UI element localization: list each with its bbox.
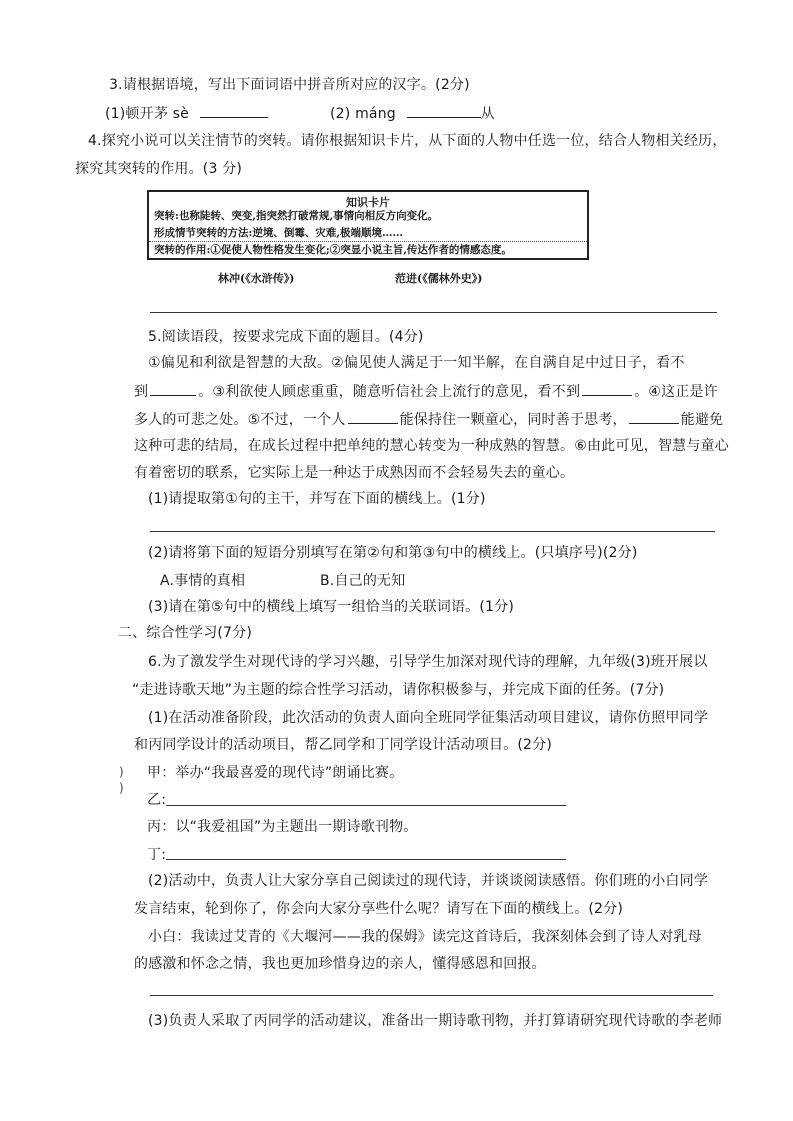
q3-item2-answer-blank[interactable] — [407, 103, 481, 118]
q3-item2-tail: 从 — [480, 106, 495, 122]
q6-xiaobai-line1: 小白：我读过艾青的《大堰河——我的保姆》读完这首诗后，我深刻体会到了诗人对乳母 — [148, 929, 702, 945]
q6-student-ding — [147, 845, 166, 865]
margin-mark: ) — [119, 765, 124, 779]
q6-student-jia: 甲：举办“我最喜爱的现代诗”朗诵比赛。 — [147, 765, 404, 781]
q5-passage-line1: ①偏见和利欲是智慧的大敌。②偏见使人满足于一知半解，在自满自足中过日子，看不 — [148, 355, 685, 371]
q3-item1-answer-blank[interactable] — [200, 103, 268, 118]
section2-heading: 二、综合性学习(7分) — [118, 625, 253, 641]
q6-sub1-line2: 和丙同学设计的活动项目，帮乙同学和丁同学设计活动项目。(2分) — [134, 737, 553, 753]
knowledge-card-title: 知识卡片 — [346, 196, 390, 209]
q5-passage-line3c: 能避免 — [680, 412, 724, 428]
q5-passage-line2b: 。③利欲使人顾虑重重，随意听信社会上流行的意见，看不到 — [198, 384, 581, 400]
q6-sub2-line2: 发言结束，轮到你了，你会向大家分享些什么呢？请写在下面的横线上。(2分) — [134, 901, 624, 917]
q3-item2 — [330, 103, 495, 124]
q5-option-b: B.自己的无知 — [320, 573, 406, 589]
knowledge-card-row3: 突转的作用:①促使人物性格发生变化;②突显小说主旨,传达作者的情感态度。 — [154, 244, 512, 256]
q4-stem-line1: 4.探究小说可以关注情节的突转。请你根据知识卡片，从下面的人物中任选一位，结合人物相关经历， — [88, 133, 727, 149]
knowledge-card-row1: 突转:也称陡转、突变,指突然打破常规,事情向相反方向变化。 — [154, 210, 439, 222]
character-option-lin-chong: 林冲(《水浒传》) — [218, 272, 295, 285]
q5-passage-line2c: 。④这正是许 — [634, 384, 718, 400]
q5-passage-line3b: 能保持住一颗童心，同时善于思考， — [399, 412, 627, 428]
q6-stem-line2: “走进诗歌天地”为主题的综合性学习活动，请你积极参与，并完成下面的任务。(7分) — [132, 682, 665, 698]
q6-xiaobai-line2: 的感激和怀念之情，我也更加珍惜身边的亲人，懂得感恩和回报。 — [134, 956, 546, 972]
q3-item2-label: (2) máng — [330, 106, 396, 122]
q5-sub3: (3)请在第⑤句中的横线上填写一组恰当的关联词语。(1分) — [148, 599, 515, 615]
q3-item1-label: (1)顿开茅 sè — [105, 106, 189, 122]
q6-sub2-answer-line[interactable] — [150, 995, 713, 996]
q5-passage-line3a: 多人的可悲之处。⑤不过，一个人 — [134, 412, 346, 428]
q6-stem-line1: 6.为了激发学生对现代诗的学习兴趣，引导学生加深对现代诗的理解，九年级(3)班开展以 — [148, 654, 708, 670]
q6-yi-answer-line[interactable] — [166, 805, 566, 806]
knowledge-card-divider — [149, 241, 587, 242]
q5-passage-line2a: 到 — [134, 384, 149, 400]
q5-blank-connective2[interactable] — [629, 409, 679, 424]
q6-ding-answer-line[interactable] — [166, 859, 566, 860]
q6-student-bing: 丙：以“我爱祖国”为主题出一期诗歌刊物。 — [147, 819, 418, 835]
q4-answer-line[interactable] — [150, 312, 717, 313]
q6-sub1-line1: (1)在活动准备阶段，此次活动的负责人面向全班同学征集活动项目建议，请你仿照甲同学 — [148, 710, 709, 726]
q3-stem: 3.请根据语境，写出下面词语中拼音所对应的汉字。(2分) — [109, 77, 470, 93]
q5-passage-line3 — [134, 409, 723, 430]
q6-sub3-line1: (3)负责人采取了丙同学的活动建议，准备出一期诗歌刊物，并打算请研究现代诗歌的李老师 — [148, 1013, 723, 1029]
q5-sub1: (1)请提取第①句的主干，并写在下面的横线上。(1分) — [148, 491, 486, 507]
q4-stem-line2: 探究其突转的作用。(3 分) — [75, 161, 243, 177]
q5-blank-connective1[interactable] — [348, 409, 398, 424]
q5-stem: 5.阅读语段，按要求完成下面的题目。(4分) — [148, 329, 424, 345]
knowledge-card-row2: 形成情节突转的方法:逆境、倒霉、灾难,极端顺境…… — [154, 227, 404, 239]
q5-blank-sentence2[interactable] — [150, 381, 196, 396]
q5-sub1-answer-line[interactable] — [150, 531, 715, 532]
q5-passage-line4: 这种可悲的结局，在成长过程中把单纯的慧心转变为一种成熟的智慧。⑥由此可见，智慧与童心 — [134, 438, 729, 454]
q5-blank-sentence3[interactable] — [582, 381, 632, 396]
q6-student-yi — [147, 790, 166, 810]
q6-student-yi-label: 乙: — [147, 792, 167, 808]
knowledge-card — [147, 190, 589, 260]
q5-option-a: A.事情的真相 — [160, 573, 246, 589]
margin-mark: ) — [119, 781, 124, 795]
q5-sub2: (2)请将第下面的短语分别填写在第②句和第③句中的横线上。(只填序号)(2分) — [148, 545, 638, 561]
q5-passage-line2 — [134, 381, 718, 402]
q6-sub2-line1: (2)活动中，负责人让大家分享自己阅读过的现代诗，并谈谈阅读感悟。你们班的小白同学 — [148, 873, 709, 889]
q5-passage-line5: 有着密切的联系，它实际上是一种达于成熟因而不会轻易失去的童心。 — [134, 465, 575, 481]
q3-item1 — [105, 103, 268, 124]
character-option-fan-jin: 范进(《儒林外史》) — [395, 272, 483, 285]
q6-student-ding-label: 丁: — [147, 847, 167, 863]
